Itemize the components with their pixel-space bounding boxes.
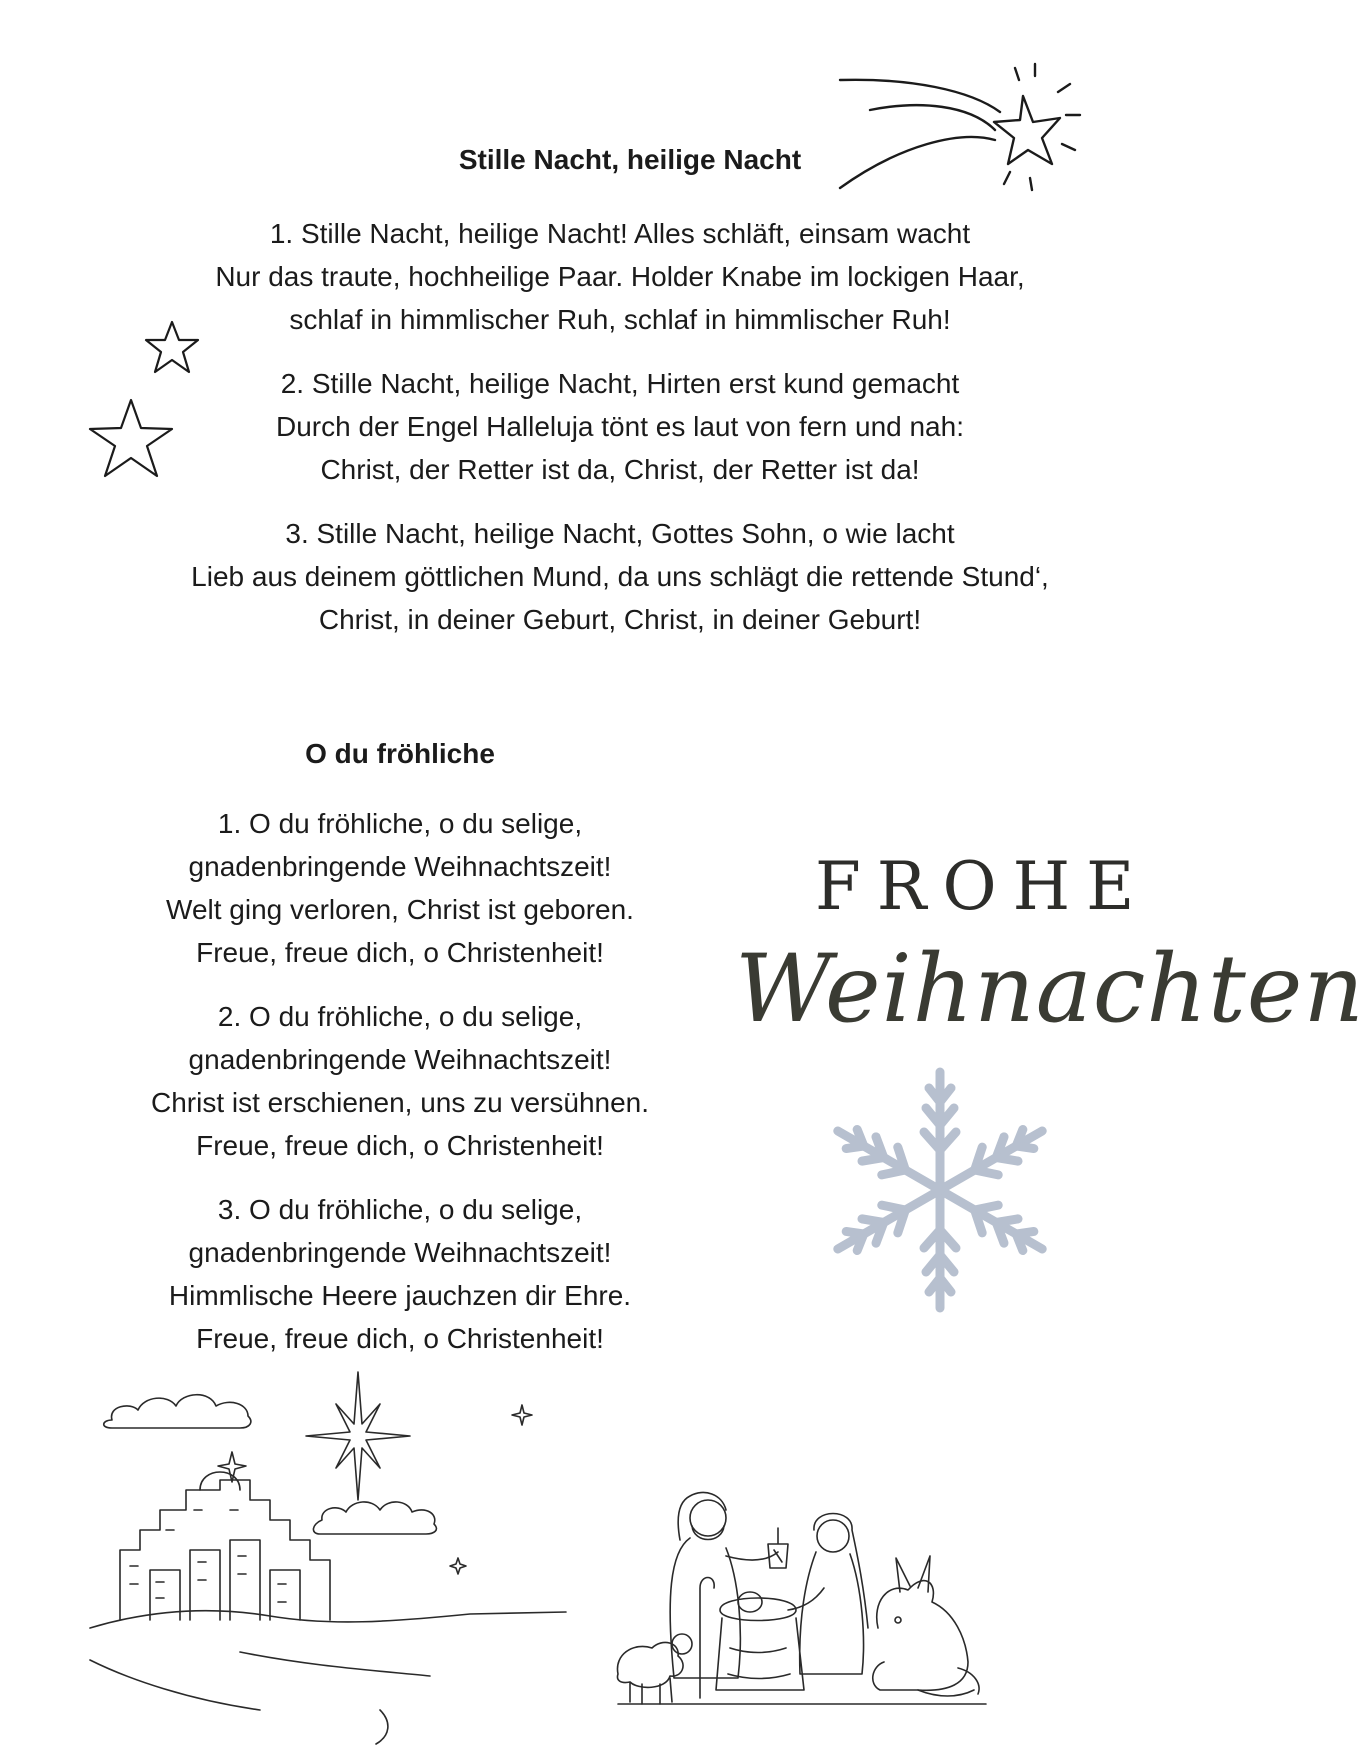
verse-line: Nur das traute, hochheilige Paar. Holder Knabe im lockigen Haar,: [215, 261, 1025, 292]
verse-line: Lieb aus deinem göttlichen Mund, da uns schlägt die rettende Stund‘,: [191, 561, 1049, 592]
verse-line: 3. Stille Nacht, heilige Nacht, Gottes Sohn, o wie lacht: [285, 518, 955, 549]
bethlehem-town-icon: [90, 1370, 590, 1750]
nativity-scene-icon: [618, 1478, 988, 1708]
verse-line: schlaf in himmlischer Ruh, schlaf in himmlischer Ruh!: [289, 304, 951, 335]
verse-line: Durch der Engel Halleluja tönt es laut von fern und nah:: [276, 411, 964, 442]
shooting-star-icon: [830, 60, 1090, 200]
verse-line: 1. Stille Nacht, heilige Nacht! Alles schläft, einsam wacht: [269, 218, 971, 249]
verse-line: 1. O du fröhliche, o du selige,: [217, 808, 583, 839]
verse-line: gnadenbringende Weihnachtszeit!: [188, 1044, 612, 1075]
verse-line: Welt ging verloren, Christ ist geboren.: [166, 894, 634, 925]
verse-line: Freue, freue dich, o Christenheit!: [196, 1130, 604, 1161]
verse-o-du-froehliche-2: [80, 995, 720, 1167]
star-icon: [142, 318, 202, 378]
verse-line: Freue, freue dich, o Christenheit!: [196, 937, 604, 968]
verse-line: Freue, freue dich, o Christenheit!: [196, 1323, 604, 1354]
verse-o-du-froehliche-3: [80, 1188, 720, 1360]
verse-line: 2. Stille Nacht, heilige Nacht, Hirten erst kund gemacht: [280, 368, 960, 399]
verse-stille-nacht-3: [110, 512, 1130, 641]
star-icon: [86, 396, 176, 480]
verse-o-du-froehliche-1: [80, 802, 720, 974]
verse-line: Christ, in deiner Geburt, Christ, in deiner Geburt!: [318, 604, 922, 635]
verse-stille-nacht-1: [110, 212, 1130, 341]
greeting-weihnachten: Weihnachten: [735, 935, 1365, 1044]
verse-line: 2. O du fröhliche, o du selige,: [217, 1001, 583, 1032]
verse-line: gnadenbringende Weihnachtszeit!: [188, 851, 612, 882]
greeting-frohe: FROHE: [815, 848, 1151, 925]
song-title-stille-nacht: Stille Nacht, heilige Nacht: [458, 144, 802, 175]
verse-line: gnadenbringende Weihnachtszeit!: [188, 1237, 612, 1268]
verse-line: Christ, der Retter ist da, Christ, der Retter ist da!: [320, 454, 920, 485]
verse-line: Christ ist erschienen, uns zu versühnen.: [150, 1087, 650, 1118]
verse-stille-nacht-2: [110, 362, 1130, 491]
verse-line: Himmlische Heere jauchzen dir Ehre.: [168, 1280, 632, 1311]
verse-line: 3. O du fröhliche, o du selige,: [217, 1194, 583, 1225]
song-title-o-du-froehliche: O du fröhliche: [305, 738, 495, 769]
snowflake-icon: [825, 1065, 1055, 1315]
